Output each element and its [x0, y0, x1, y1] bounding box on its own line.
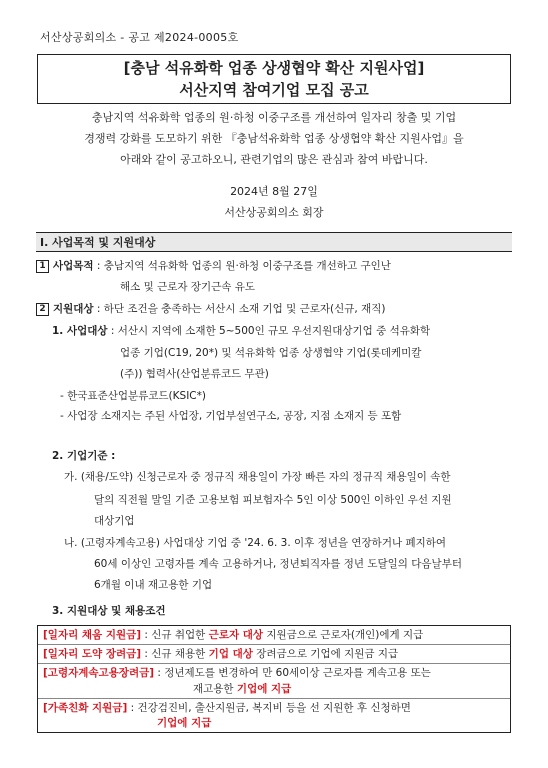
- title-box: [37, 54, 511, 104]
- condition-text: : 신규 채용한: [141, 648, 209, 661]
- condition-tag: [일자리 도약 장려금]: [43, 648, 142, 661]
- condition-row-job-fill: [38, 626, 510, 644]
- intro-line-2: 경쟁력 강화를 도모하기 위한 『충남석유화학 업종 상생협약 확산 지원사업』을: [84, 132, 464, 145]
- criteria-b-line-3: 6개월 이내 재고용한 기업: [94, 579, 213, 591]
- condition-text: : 건강검진비, 출산지원금, 복지비 등을 선 지원한 후 신청하면: [127, 701, 411, 714]
- support-conditions-table: [37, 625, 511, 733]
- condition-highlight: 기업 대상: [208, 648, 253, 661]
- number-box-2: 2: [36, 303, 49, 316]
- intro-line-1: 충남지역 석유화학 업종의 원·하청 이중구조를 개선하여 일자리 창출 및 기업: [91, 111, 457, 124]
- business-target-text: : 서산시 지역에 소재한 5~500인 규모 우선지원대상기업 중 석유화학: [107, 325, 431, 337]
- criteria-b-line-2: 60세 이상인 고령자를 계속 고용하거나, 정년퇴직자를 정년 도달일의 다음날부터: [94, 558, 462, 570]
- condition-text: : 정년제도를 변경하여 만 60세이상 근로자를 계속고용 또는: [154, 667, 431, 680]
- section-heading-bar: [36, 232, 512, 252]
- target-label: 지원대상: [53, 303, 94, 315]
- note-ksic: - 한국표준산업분류코드(KSIC*): [60, 390, 206, 402]
- title-line-1: [충남 석유화학 업종 상생협약 확산 지원사업]: [123, 59, 425, 77]
- condition-text-end: 장려금으로 기업에 지원금 지급: [252, 648, 399, 661]
- note-location: - 사업장 소재지는 주된 사업장, 기업부설연구소, 공장, 지점 소재지 등 포함: [60, 410, 402, 422]
- criteria-a-line-1: 가. (채용/도약) 신청근로자 중 정규직 채용일이 가장 빠른 자의 정규직 채용일이 속한: [64, 471, 451, 483]
- condition-text-end: 지원금으로 근로자(개인)에게 지급: [263, 629, 424, 641]
- support-conditions-heading: 3. 지원대상 및 채용조건: [52, 605, 166, 617]
- condition-row-senior-employment: [38, 663, 510, 697]
- business-target-row: [52, 324, 430, 339]
- title-line-2: 서산지역 참여기업 모집 공고: [179, 81, 369, 99]
- condition-tag: [고령자계속고용장려금]: [43, 667, 155, 680]
- condition-highlight: 근로자 대상: [208, 629, 264, 641]
- issuer: 서산상공회의소 회장: [224, 206, 324, 219]
- criteria-b-line-1: 나. (고령자계속고용) 사업대상 기업 중 '24. 6. 3. 이후 정년을 연장하거나 폐지하여: [64, 537, 447, 549]
- business-target-text-3: (주)) 협력사(산업분류코드 무관): [120, 368, 269, 380]
- condition-tag: [가족친화 지원금]: [43, 701, 128, 714]
- condition-highlight: 기업에 지급: [157, 717, 212, 730]
- criteria-a-line-2: 달의 직전월 말일 기준 고용보험 피보험자수 5인 이상 500인 이하인 우선 지원: [94, 494, 452, 506]
- condition-text-cont: 재고용한: [193, 682, 237, 695]
- announcement-date: 2024년 8월 27일: [230, 185, 318, 198]
- purpose-text: : 충남지역 석유화학 업종의 원·하청 이중구조를 개선하고 구인난: [93, 260, 391, 272]
- intro-line-3: 아래와 같이 공고하오니, 관련기업의 많은 관심과 참여 바랍니다.: [120, 153, 428, 166]
- business-target-text-2: 업종 기업(C19, 20*) 및 석유화학 업종 상생협약 기업(롯데케미칼: [120, 347, 422, 359]
- section-heading: Ⅰ. 사업목적 및 지원대상: [40, 236, 156, 249]
- condition-row-job-leap: [38, 644, 510, 663]
- criteria-a-line-3: 대상기업: [94, 515, 135, 527]
- purpose-text-cont: 해소 및 근로자 장기근속 유도: [120, 281, 256, 293]
- purpose-label: 사업목적: [53, 260, 94, 272]
- condition-tag: [일자리 채움 지원금]: [43, 629, 142, 641]
- condition-text: : 신규 취업한: [141, 629, 209, 641]
- target-text: : 하단 조건을 충족하는 서산시 소재 기업 및 근로자(신규, 재직): [93, 303, 386, 315]
- condition-highlight: 기업에 지급: [236, 682, 292, 695]
- business-target-label: 1. 사업대상: [52, 325, 108, 337]
- number-box-1: 1: [36, 260, 49, 273]
- condition-row-family-friendly: [38, 698, 510, 732]
- company-criteria-heading: 2. 기업기준 :: [52, 450, 116, 462]
- target-row: [36, 302, 385, 317]
- document-number: 서산상공회의소 - 공고 제2024-0005호: [40, 31, 239, 44]
- purpose-row: [36, 259, 391, 274]
